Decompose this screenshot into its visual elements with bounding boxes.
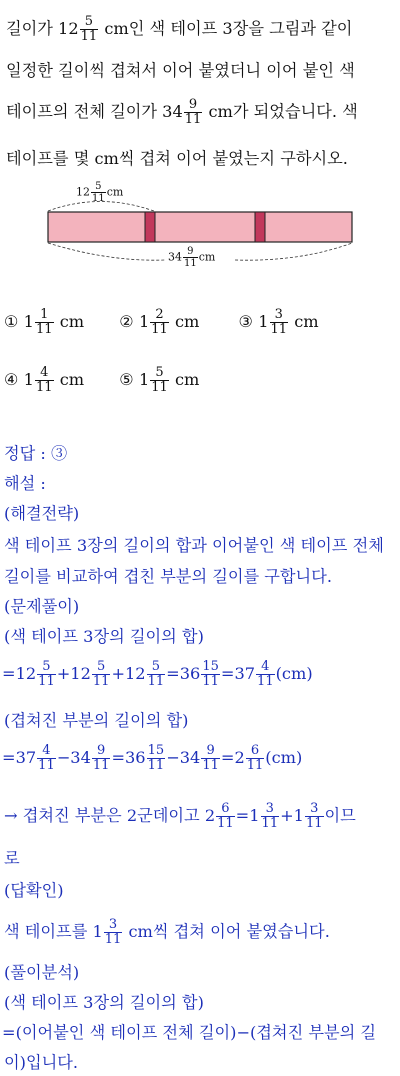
option-2[interactable]: ② 1 $\frac{2}{11}$ cm <box>119 307 200 337</box>
equation-3: → 겹쳐진 부분은 2군데이고 2 $\frac{6}{11}$ =1 $\frac{3}{11}$ +1 $\frac{3}{11}$ 이므 <box>4 801 356 831</box>
problem-line-4: 테이프를 몇 cm씩 겹쳐 이어 붙였는지 구하시오. <box>6 149 348 168</box>
top-length-label: 12 $\frac{5}{11}$ cm <box>76 181 124 204</box>
overlap-1 <box>145 212 155 242</box>
strategy-line-2: 길이를 비교하여 겹친 부분의 길이를 구합니다. <box>4 567 332 586</box>
option-1[interactable]: ① 1 $\frac{1}{11}$ cm <box>4 307 85 337</box>
strategy-line-1: 색 테이프 3장의 길이의 합과 이어붙인 색 테이프 전체 <box>4 536 384 555</box>
explain-label: 해설 : <box>4 474 46 493</box>
analysis-heading: (풀이분석) <box>4 963 80 982</box>
bottom-brace-left <box>48 243 165 260</box>
option-5[interactable]: ⑤ 1 $\frac{5}{11}$ cm <box>119 365 200 395</box>
options-row-1 <box>4 308 400 337</box>
strategy-heading: (해결전략) <box>4 504 80 523</box>
fraction: $\frac{5}{11}$ <box>80 14 98 44</box>
solve-heading: (문제풀이) <box>4 597 80 616</box>
sum-heading: (색 테이프 3장의 길이의 합) <box>4 627 204 646</box>
answer-label: 정답 : ③ <box>4 444 68 463</box>
problem-line-1: 길이가 12 $\frac{5}{11}$ cm인 색 테이프 3장을 그림과 같이 <box>6 14 353 44</box>
equation-1: =12 $\frac{5}{11}$ +12 $\frac{5}{11}$ +12 $\frac{5}{11}$ =36 $\frac{15}{11}$ =37 $\frac{4}{11}$ (cm) <box>2 659 313 689</box>
equation-2: =37 $\frac{4}{11}$ −34 $\frac{9}{11}$ =36 $\frac{15}{11}$ −34 $\frac{9}{11}$ =2 $\frac{6}{11}$ (cm) <box>2 743 303 773</box>
analysis-line-1: =(이어붙인 색 테이프 전체 길이)−(겹쳐진 부분의 길 <box>2 1023 377 1042</box>
overlap-heading: (겹쳐진 부분의 길이의 합) <box>4 711 189 730</box>
option-4[interactable]: ④ 1 $\frac{4}{11}$ cm <box>4 365 85 395</box>
options-row-2 <box>4 366 400 395</box>
analysis-sum-heading: (색 테이프 3장의 길이의 합) <box>4 993 204 1012</box>
check-line: 색 테이프를 1 $\frac{3}{11}$ cm씩 겹쳐 이어 붙였습니다. <box>4 917 330 947</box>
fraction: $\frac{9}{11}$ <box>184 97 202 127</box>
bottom-length-label: 34 $\frac{9}{11}$ cm <box>168 246 216 269</box>
analysis-line-2: 이)입니다. <box>4 1053 79 1072</box>
bottom-brace-right <box>235 243 352 260</box>
overlap-2 <box>255 212 265 242</box>
check-heading: (답확인) <box>4 881 64 900</box>
option-3[interactable]: ③ 1 $\frac{3}{11}$ cm <box>238 307 319 337</box>
tape-body <box>48 212 352 242</box>
equation-3-wrap: 로 <box>4 849 20 868</box>
problem-line-2: 일정한 길이씩 겹쳐서 이어 붙였더니 이어 붙인 색 <box>6 61 355 80</box>
problem-line-3: 테이프의 전체 길이가 34 $\frac{9}{11}$ cm가 되었습니다. 색 <box>6 97 358 127</box>
